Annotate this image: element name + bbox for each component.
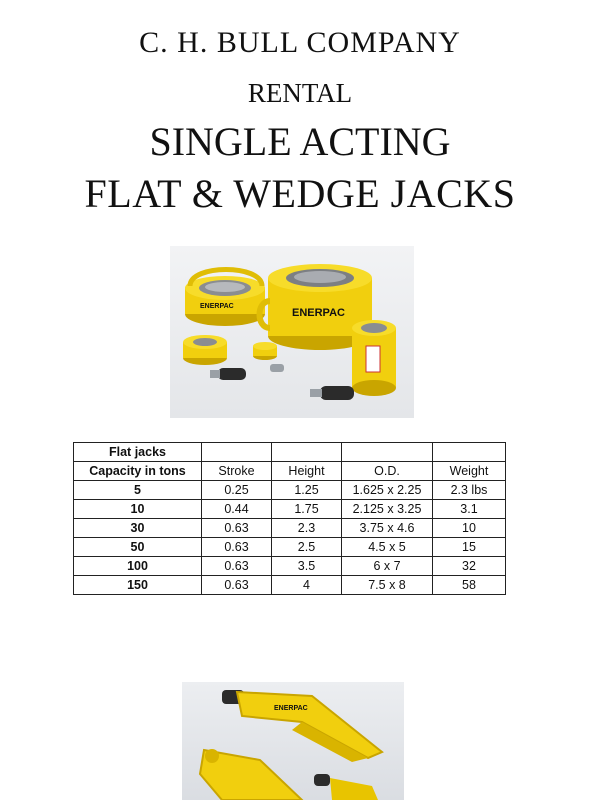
product-title-line-1: SINGLE ACTING bbox=[149, 119, 451, 164]
od-cell: 3.75 x 4.6 bbox=[342, 519, 433, 538]
brand-label-left: ENERPAC bbox=[200, 303, 234, 310]
product-title-line-2: FLAT & WEDGE JACKS bbox=[84, 171, 516, 216]
column-header: Capacity in tons bbox=[74, 462, 202, 481]
flat-jacks-spec-table bbox=[73, 442, 506, 595]
table-row bbox=[74, 538, 506, 557]
flat-jacks-photo bbox=[170, 246, 414, 418]
od-cell: 1.625 x 2.25 bbox=[342, 481, 433, 500]
stroke-cell: 0.63 bbox=[202, 519, 272, 538]
od-cell: 4.5 x 5 bbox=[342, 538, 433, 557]
subtitle: RENTAL bbox=[247, 78, 353, 108]
table-row bbox=[74, 519, 506, 538]
height-cell: 2.3 bbox=[272, 519, 342, 538]
od-cell: 7.5 x 8 bbox=[342, 576, 433, 595]
weight-cell: 10 bbox=[433, 519, 506, 538]
stroke-cell: 0.25 bbox=[202, 481, 272, 500]
capacity-cell: 100 bbox=[74, 557, 202, 576]
company-name: C. H. BULL COMPANY bbox=[139, 26, 461, 59]
table-row bbox=[74, 557, 506, 576]
height-cell: 1.25 bbox=[272, 481, 342, 500]
capacity-cell: 30 bbox=[74, 519, 202, 538]
table-title-row bbox=[74, 443, 506, 462]
section-title: Flat jacks bbox=[74, 443, 202, 462]
brand-label-center: ENERPAC bbox=[292, 307, 345, 319]
stroke-cell: 0.44 bbox=[202, 500, 272, 519]
height-cell: 2.5 bbox=[272, 538, 342, 557]
capacity-cell: 50 bbox=[74, 538, 202, 557]
column-header: O.D. bbox=[342, 462, 433, 481]
height-cell: 1.75 bbox=[272, 500, 342, 519]
weight-cell: 2.3 lbs bbox=[433, 481, 506, 500]
stroke-cell: 0.63 bbox=[202, 576, 272, 595]
capacity-cell: 10 bbox=[74, 500, 202, 519]
weight-cell: 15 bbox=[433, 538, 506, 557]
table-row bbox=[74, 576, 506, 595]
weight-cell: 58 bbox=[433, 576, 506, 595]
stroke-cell: 0.63 bbox=[202, 557, 272, 576]
column-header: Stroke bbox=[202, 462, 272, 481]
wedge-jacks-photo bbox=[182, 682, 404, 800]
capacity-cell: 5 bbox=[74, 481, 202, 500]
weight-cell: 3.1 bbox=[433, 500, 506, 519]
brand-label-wedge: ENERPAC bbox=[274, 705, 308, 712]
weight-cell: 32 bbox=[433, 557, 506, 576]
column-header: Weight bbox=[433, 462, 506, 481]
od-cell: 2.125 x 3.25 bbox=[342, 500, 433, 519]
table-row bbox=[74, 481, 506, 500]
wedge-jacks-illustration bbox=[182, 682, 404, 800]
capacity-cell: 150 bbox=[74, 576, 202, 595]
flat-jacks-illustration bbox=[170, 246, 414, 418]
height-cell: 3.5 bbox=[272, 557, 342, 576]
column-header: Height bbox=[272, 462, 342, 481]
table-row bbox=[74, 500, 506, 519]
stroke-cell: 0.63 bbox=[202, 538, 272, 557]
od-cell: 6 x 7 bbox=[342, 557, 433, 576]
table-header-row bbox=[74, 462, 506, 481]
height-cell: 4 bbox=[272, 576, 342, 595]
